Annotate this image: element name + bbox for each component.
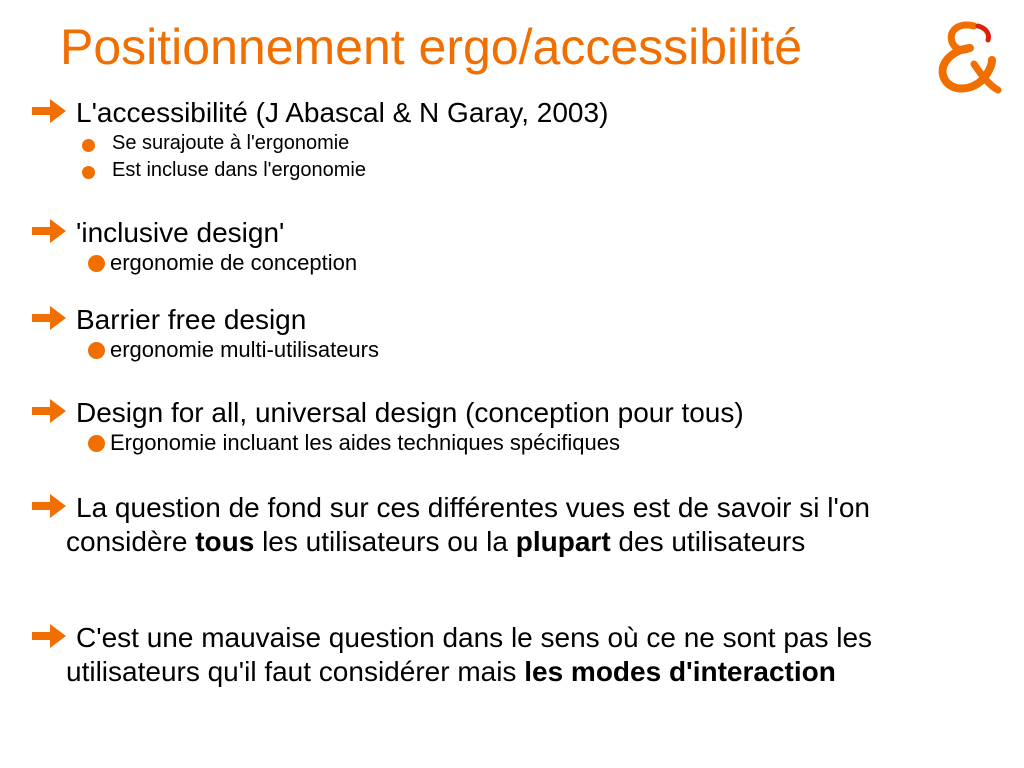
arrow-bullet-icon [30, 396, 68, 426]
slide-title: Positionnement ergo/accessibilité [60, 19, 803, 75]
bullet-text: Design for all, universal design (conception pour tous) [76, 397, 744, 428]
orange-dot-icon [82, 166, 95, 179]
arrow-bullet-icon [30, 96, 68, 126]
bullet-text: L'accessibilité (J Abascal & N Garay, 2003) [76, 97, 609, 128]
bullet-text: La question de fond sur ces différentes vues est de savoir si l'on considère tous les utilisateurs ou la plupart des utilisateurs [66, 492, 870, 557]
ampersand-logo-icon [930, 20, 1002, 96]
sub-bullet-text: ergonomie multi-utilisateurs [110, 337, 379, 362]
sub-bullet-text: Ergonomie incluant les aides techniques spécifiques [110, 430, 620, 455]
emphasis-tous: tous [195, 526, 255, 557]
arrow-bullet-icon [30, 303, 68, 333]
orange-dot-icon [88, 342, 105, 359]
bullet-text: 'inclusive design' [76, 217, 285, 248]
bullet-text: C'est une mauvaise question dans le sens où ce ne sont pas les utilisateurs qu'il faut considérer mais les modes d'interaction [66, 622, 873, 687]
arrow-bullet-icon [30, 621, 68, 651]
orange-dot-icon [88, 435, 105, 452]
sub-bullet-text: Se surajoute à l'ergonomie [112, 132, 350, 154]
orange-dot-icon [88, 255, 105, 272]
arrow-bullet-icon [30, 491, 68, 521]
orange-dot-icon [82, 139, 95, 152]
emphasis-les-modes: les modes d'interaction [524, 656, 836, 687]
arrow-bullet-icon [30, 216, 68, 246]
emphasis-plupart: plupart [515, 526, 611, 557]
sub-bullet-text: ergonomie de conception [110, 250, 358, 275]
sub-bullet-text: Est incluse dans l'ergonomie [112, 159, 366, 181]
bullet-text: Barrier free design [76, 304, 307, 335]
